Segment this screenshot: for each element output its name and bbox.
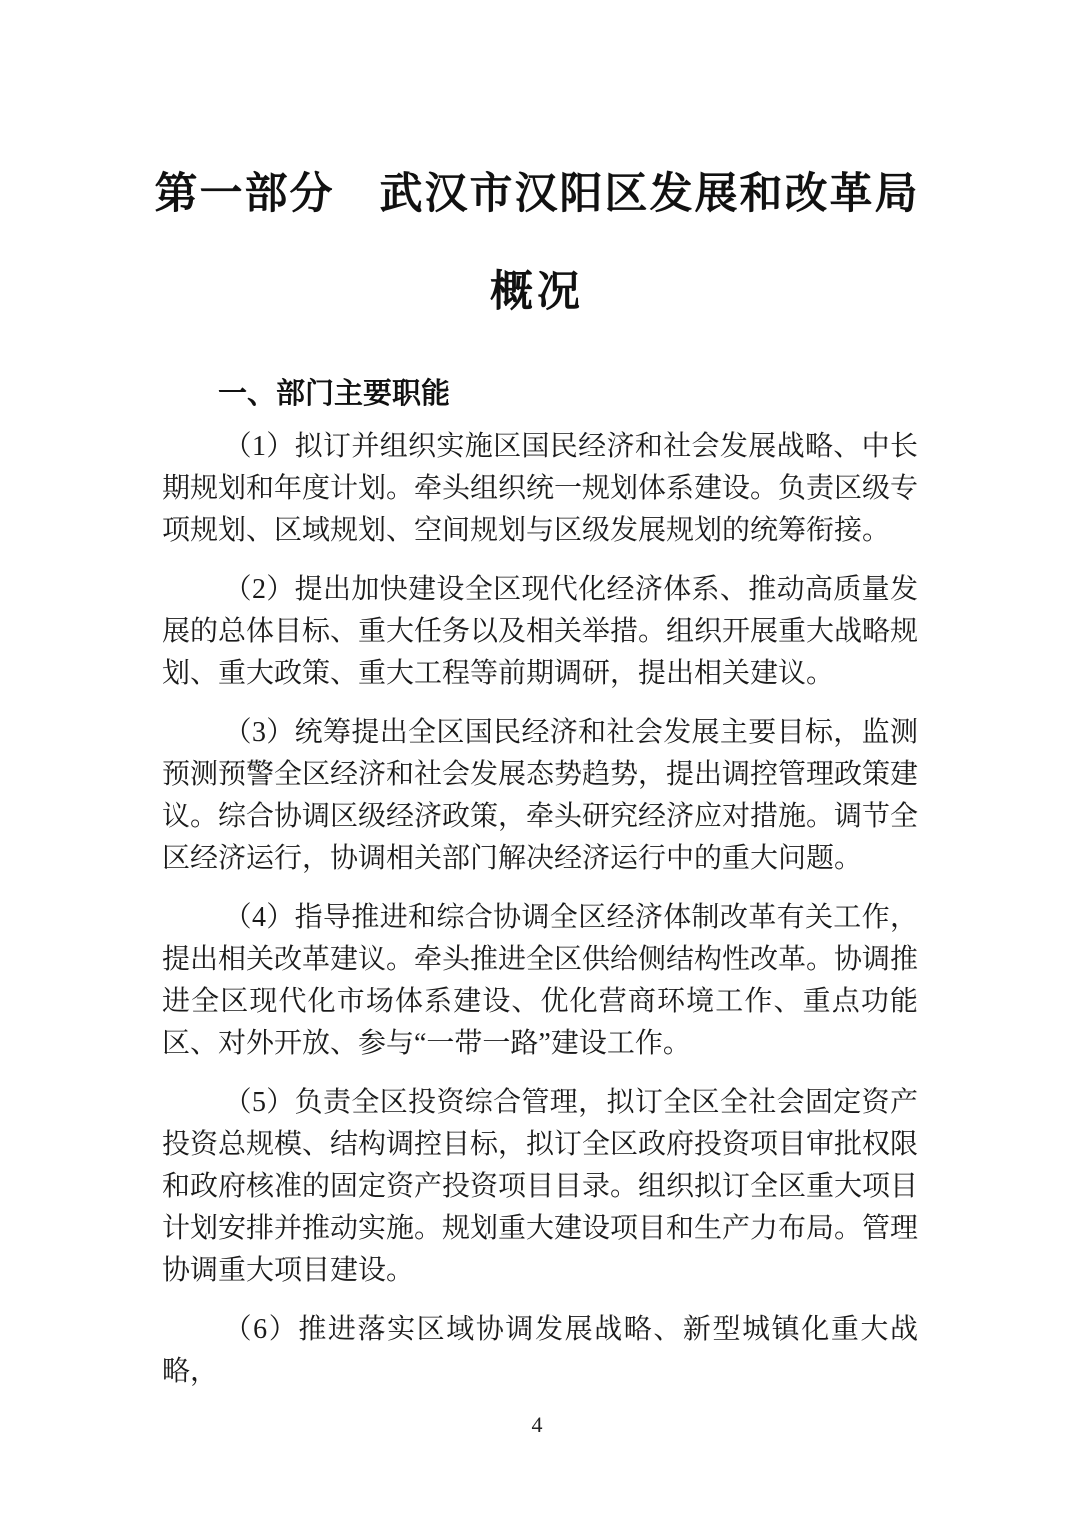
section-heading: 一、部门主要职能 [218,378,451,410]
document-title-line1: 第一部分 武汉市汉阳区发展和改革局 [154,170,920,218]
body-paragraph-2: （2）提出加快建设全区现代化经济体系、推动高质量发展的总体目标、重大任务以及相关举措。组织开展重大战略规划、重大政策、重大工程等前期调研，提出相关建议。 [162,574,919,689]
document-body [162,376,918,1393]
document-title-line2: 概况 [490,268,584,316]
body-paragraph-5: （5）负责全区投资综合管理，拟订全区全社会固定资产投资总规模、结构调控目标，拟订全区政府投资项目审批权限和政府核准的固定资产投资项目目录。组织拟订全区重大项目计划安排并推动实施。规划重大建设项目和生产力布局。管理协调重大项目建设。 [162,1087,919,1286]
body-paragraph-4: （4）指导推进和综合协调全区经济体制改革有关工作，提出相关改革建议。牵头推进全区供给侧结构性改革。协调推进全区现代化市场体系建设、优化营商环境工作、重点功能区、对外开放、参与“一带一路”建设工作。 [162,902,919,1059]
body-paragraph-3: （3）统筹提出全区国民经济和社会发展主要目标，监测预测预警全区经济和社会发展态势趋势，提出调控管理政策建议。综合协调区级经济政策，牵头研究经济应对措施。调节全区经济运行，协调相关部门解决经济运行中的重大问题。 [162,717,919,874]
body-paragraph-6: （6）推进落实区域协调发展战略、新型城镇化重大战略， [162,1314,918,1387]
page-number: 4 [531,1412,543,1437]
document-title-block [0,170,1074,316]
body-paragraph-1: （1）拟订并组织实施区国民经济和社会发展战略、中长期规划和年度计划。牵头组织统一规划体系建设。负责区级专项规划、区域规划、空间规划与区级发展规划的统筹衔接。 [162,431,919,546]
